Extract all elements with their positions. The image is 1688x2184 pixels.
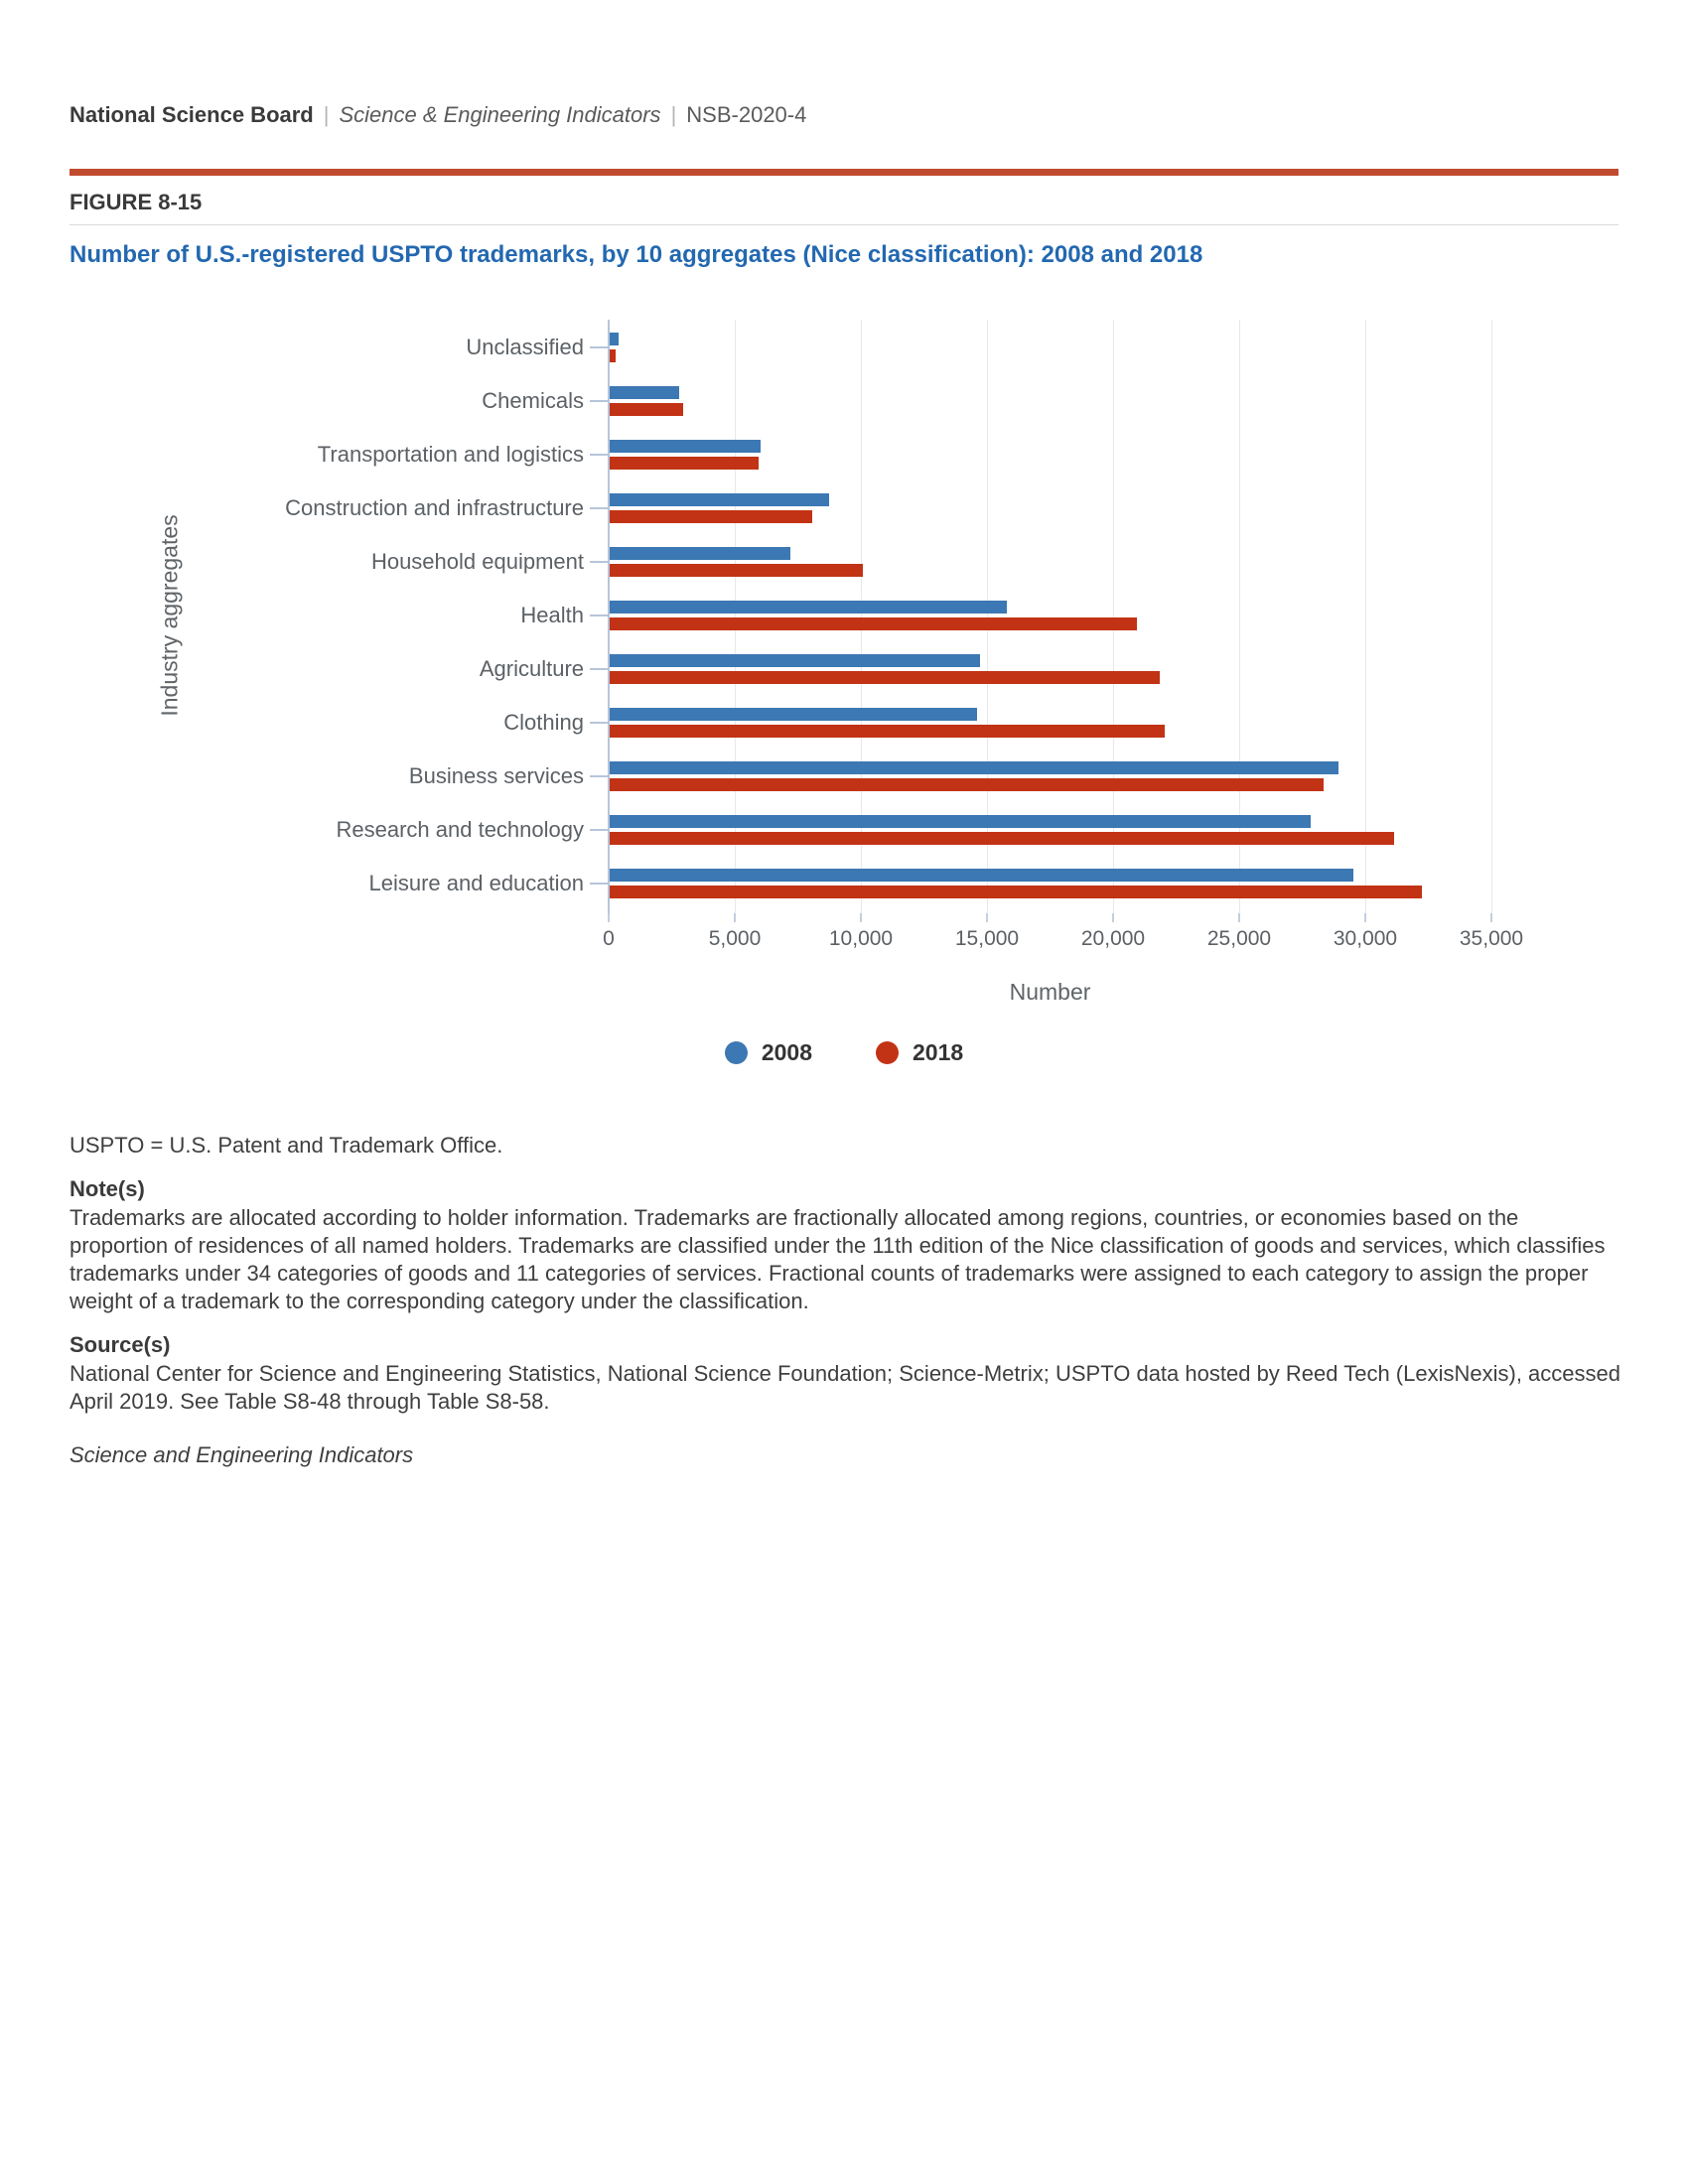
bar-2018 <box>610 671 1160 684</box>
separator: | <box>323 102 330 127</box>
y-axis-tick <box>590 775 608 777</box>
x-axis-tick <box>1490 913 1492 922</box>
x-axis-tick <box>986 913 988 922</box>
x-tick-label: 25,000 <box>1206 927 1272 950</box>
figure-title: Number of U.S.-registered USPTO trademarks, by 10 aggregates (Nice classification): 2008 and 2018 <box>70 241 1203 268</box>
bar-2008 <box>610 601 1007 614</box>
y-axis-tick <box>590 614 608 616</box>
y-axis-title: Industry aggregates <box>156 514 183 717</box>
category-label: Construction and infrastructure <box>285 495 584 520</box>
gridline <box>1491 320 1492 913</box>
bar-2008 <box>610 869 1353 882</box>
bar-2018 <box>610 886 1422 898</box>
category-label: Research and technology <box>336 817 584 842</box>
gridline <box>1365 320 1366 913</box>
bar-2008 <box>610 654 980 667</box>
category-label: Household equipment <box>370 549 584 574</box>
x-axis-tick <box>1364 913 1366 922</box>
chart-legend <box>70 1039 1618 1066</box>
y-axis-tick <box>590 507 608 509</box>
bar-2018 <box>610 510 812 523</box>
bar-2008 <box>610 547 790 560</box>
publication-name: Science & Engineering Indicators <box>339 102 661 127</box>
bar-2008 <box>610 708 977 721</box>
x-tick-label: 10,000 <box>828 927 894 950</box>
sources-text: National Center for Science and Engineering Statistics, National Science Foundation; Science-Metrix; USPTO data hosted by Reed Tech (LexisNexis), accessed April 2019. See Table S8-48 through Table S8-58. <box>70 1361 1620 1414</box>
category-label: Health <box>520 603 584 627</box>
legend-item-2018 <box>876 1039 963 1066</box>
y-axis-tick <box>590 829 608 831</box>
category-label: Clothing <box>503 710 584 735</box>
y-axis-tick <box>590 400 608 402</box>
category-label: Unclassified <box>466 335 584 359</box>
footnotes <box>70 1132 1621 1469</box>
legend-dot-icon <box>876 1041 899 1064</box>
category-labels <box>70 0 584 993</box>
bar-2018 <box>610 832 1394 845</box>
sources-heading: Source(s) <box>70 1332 171 1357</box>
y-axis-tick <box>590 668 608 670</box>
bar-2018 <box>610 617 1137 630</box>
publication-footer: Science and Engineering Indicators <box>70 1442 414 1467</box>
x-tick-label: 0 <box>603 927 615 950</box>
legend-item-2008 <box>725 1039 812 1066</box>
bar-2008 <box>610 493 829 506</box>
bar-2018 <box>610 725 1165 738</box>
x-axis-title: Number <box>1009 979 1091 1005</box>
y-axis-tick <box>590 883 608 885</box>
legend-label: 2018 <box>913 1039 964 1065</box>
category-label: Chemicals <box>482 388 584 413</box>
category-label: Agriculture <box>479 656 584 681</box>
bar-2018 <box>610 778 1324 791</box>
bar-2008 <box>610 815 1311 828</box>
y-axis-tick <box>590 561 608 563</box>
x-axis-tick <box>1238 913 1240 922</box>
org-name: National Science Board <box>70 102 314 127</box>
y-axis-tick <box>590 722 608 724</box>
bar-2008 <box>610 386 679 399</box>
x-axis-tick <box>860 913 862 922</box>
abbreviation-note: USPTO = U.S. Patent and Trademark Office. <box>70 1133 503 1158</box>
x-tick-label: 5,000 <box>708 927 762 950</box>
x-axis-tick <box>608 913 610 922</box>
x-axis-tick <box>1112 913 1114 922</box>
bar-2008 <box>610 761 1338 774</box>
legend-label: 2008 <box>761 1039 812 1065</box>
report-id: NSB-2020-4 <box>686 102 807 127</box>
y-axis-tick <box>590 346 608 348</box>
x-tick-label: 35,000 <box>1459 927 1524 950</box>
bar-2018 <box>610 349 616 362</box>
x-axis-tick <box>734 913 736 922</box>
x-tick-label: 30,000 <box>1333 927 1398 950</box>
plot-area <box>603 320 1524 950</box>
notes-heading: Note(s) <box>70 1176 145 1201</box>
bar-2018 <box>610 457 759 470</box>
notes-text: Trademarks are allocated according to holder information. Trademarks are fractionally allocated among regions, countries, or economies based on the proportion of residences of all named holders. Trademarks are classified under the 11th edition of the Nice classification of goods and services, which classifies trademarks under 34 categories of goods and 11 categories of services. Fractional counts of trademarks were assigned to each category to assign the proper weight of a trademark to the corresponding category under the classification. <box>70 1205 1606 1313</box>
bar-2008 <box>610 333 619 345</box>
figure-label: FIGURE 8-15 <box>70 190 203 214</box>
y-axis-tick <box>590 454 608 456</box>
category-label: Business services <box>408 763 584 788</box>
category-label: Transportation and logistics <box>317 442 584 467</box>
separator: | <box>670 102 677 127</box>
x-tick-label: 20,000 <box>1080 927 1146 950</box>
legend-dot-icon <box>725 1041 748 1064</box>
bar-2018 <box>610 564 863 577</box>
bar-2008 <box>610 440 761 453</box>
bar-2018 <box>610 403 683 416</box>
x-tick-label: 15,000 <box>954 927 1020 950</box>
category-label: Leisure and education <box>368 871 584 895</box>
